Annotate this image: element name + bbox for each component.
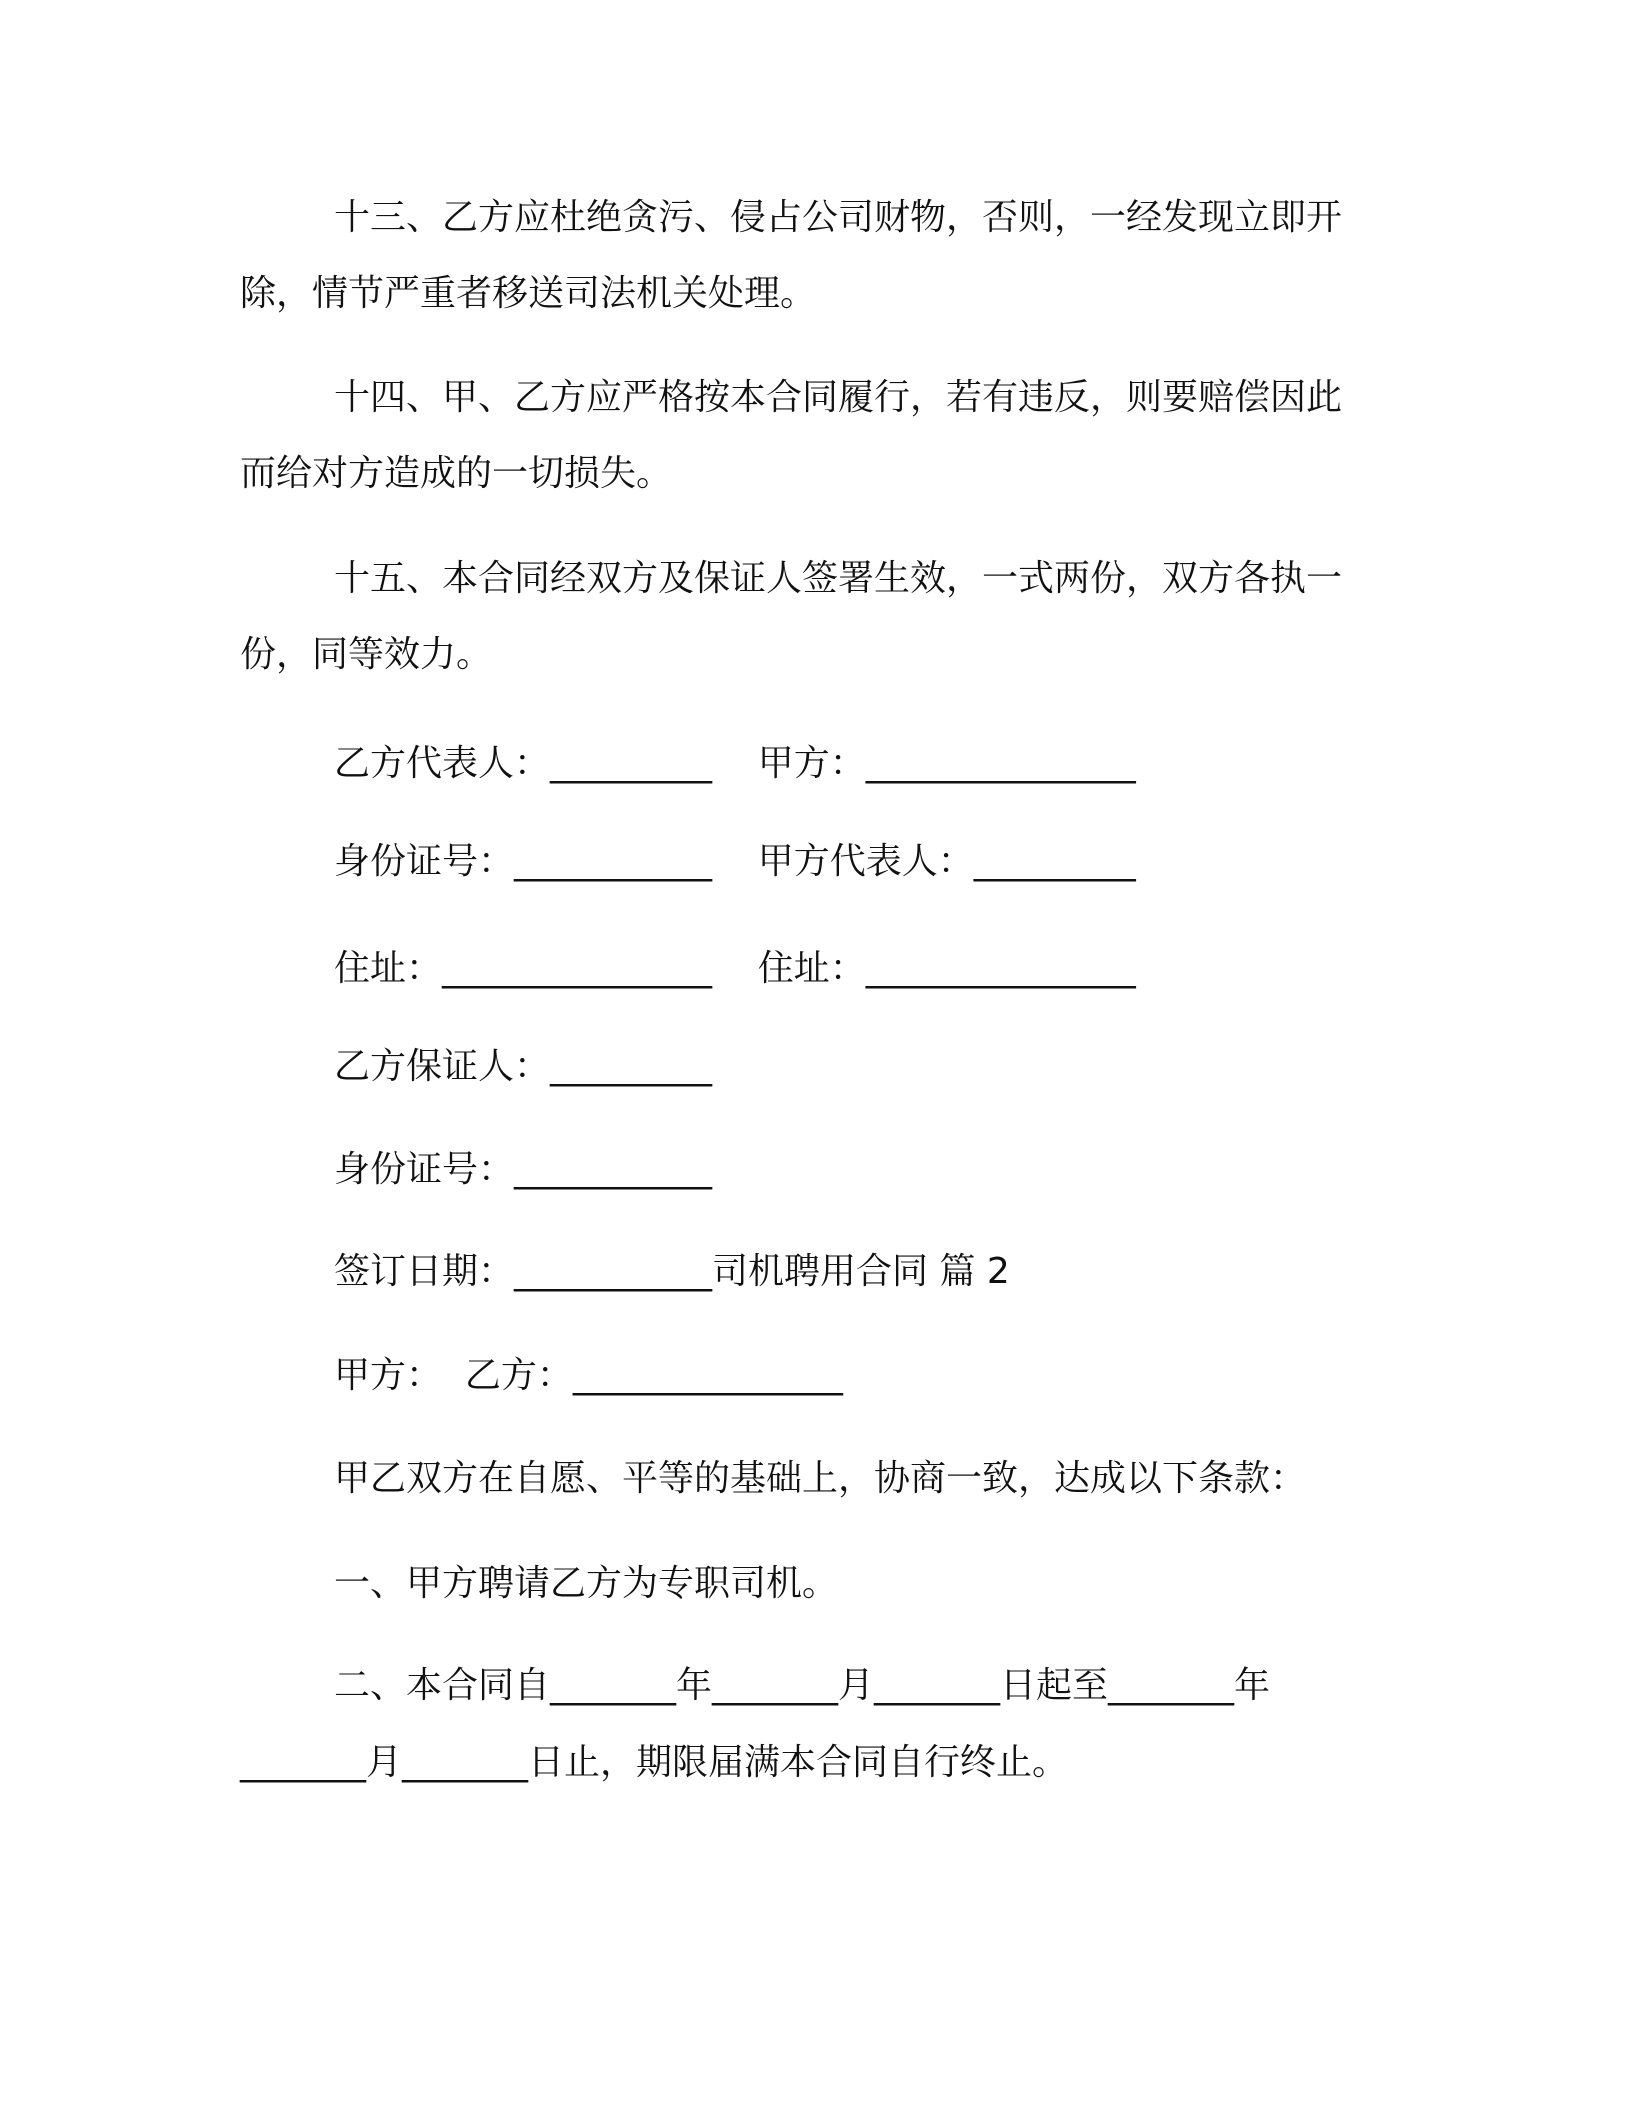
contract2-item-2-line-2: _______月_______日止，期限届满本合同自行终止。 xyxy=(240,1742,1069,1783)
clause-14-line-1: 十四、甲、乙方应严格按本合同履行，若有违反，则要赔偿因此 xyxy=(334,377,1343,418)
clause-13-line-2: 除，情节严重者移送司法机关处理。 xyxy=(240,273,817,314)
signature-row-guarantor: 乙方保证人：_________ xyxy=(334,1046,713,1087)
signature-row-party-b-rep: 乙方代表人：_________ 甲方：_______________ xyxy=(334,743,1136,784)
clause-15-line-1: 十五、本合同经双方及保证人签署生效，一式两份，双方各执一 xyxy=(334,558,1343,599)
signature-row-sign-date: 签订日期：___________司机聘用合同 篇 2 xyxy=(334,1251,1010,1292)
contract2-parties: 甲方： 乙方：_______________ xyxy=(334,1355,843,1396)
clause-14-line-2: 而给对方造成的一切损失。 xyxy=(240,453,673,494)
contract2-item-1: 一、甲方聘请乙方为专职司机。 xyxy=(334,1563,839,1604)
signature-row-address: 住址：_______________ 住址：_______________ xyxy=(334,948,1136,989)
contract2-item-2-line-1: 二、本合同自_______年_______月_______日起至_______年 xyxy=(334,1665,1271,1706)
signature-row-guarantor-id: 身份证号：___________ xyxy=(334,1149,713,1190)
clause-15-line-2: 份，同等效力。 xyxy=(240,634,493,675)
signature-row-id-number: 身份证号：___________ 甲方代表人：_________ xyxy=(334,841,1136,882)
clause-13-line-1: 十三、乙方应杜绝贪污、侵占公司财物，否则，一经发现立即开 xyxy=(334,197,1343,238)
contract2-preamble: 甲乙双方在自愿、平等的基础上，协商一致，达成以下条款： xyxy=(334,1458,1307,1499)
